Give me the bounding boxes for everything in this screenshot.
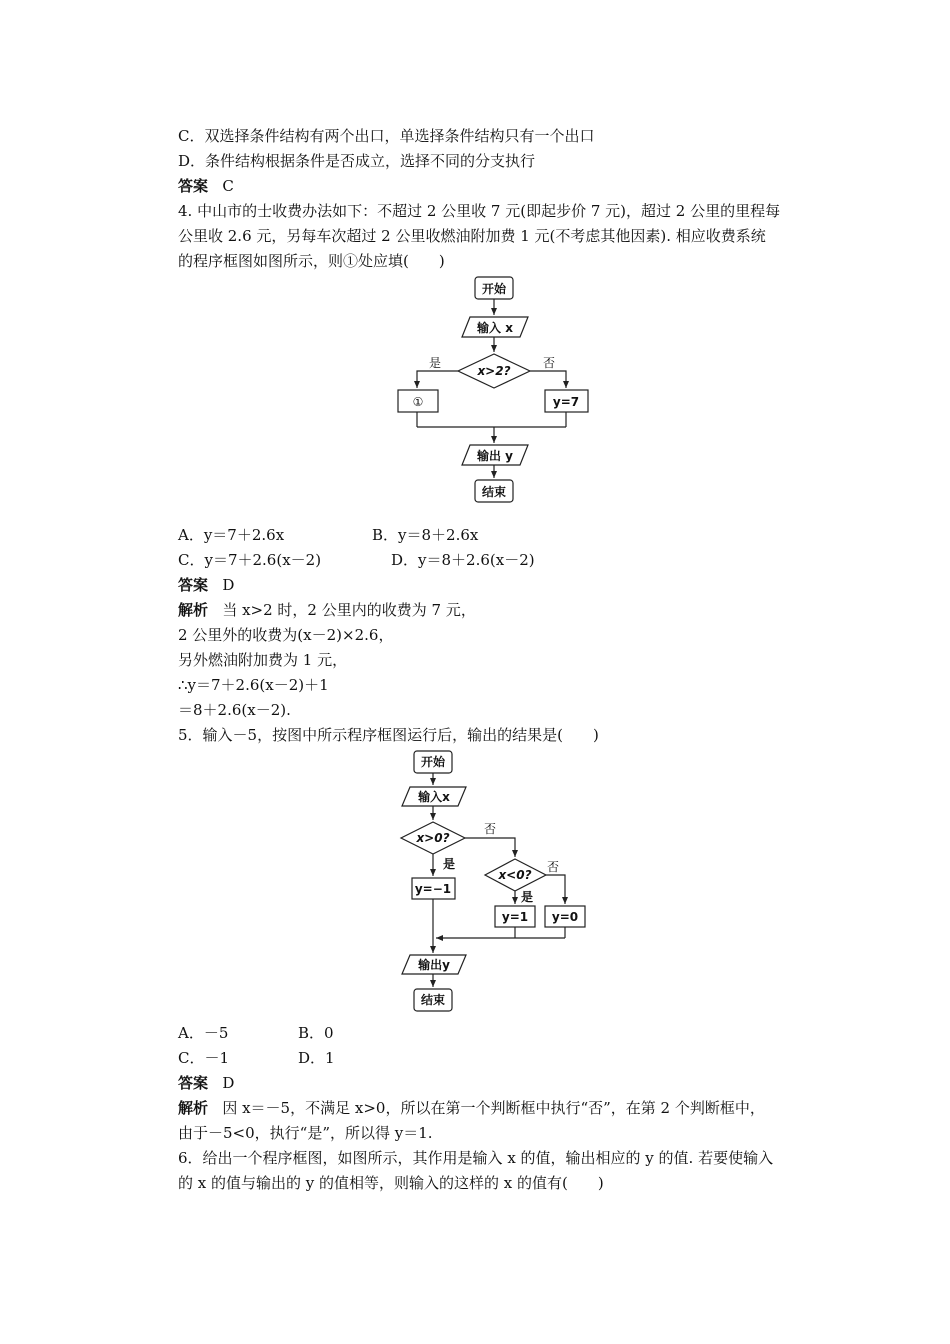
q4-yes-label: 是 bbox=[428, 356, 442, 370]
q5-no1-label: 否 bbox=[483, 822, 497, 836]
q3-option-c: C．双选择条件结构有两个出口，单选择条件结构只有一个出口 bbox=[178, 127, 595, 145]
analysis-line-1: 因 x＝－5，不满足 x>0，所以在第一个判断框中执行“否”，在第 2 个判断框中， bbox=[222, 1099, 765, 1117]
q4-output-label: 输出 y bbox=[476, 449, 514, 463]
q4-text-line-3: 的程序框图如图所示，则①处应填( ) bbox=[178, 252, 445, 270]
q5-text-line-1: 5．输入－5，按图中所示程序框图运行后，输出的结果是( ) bbox=[178, 726, 599, 744]
q5-answer bbox=[178, 1072, 234, 1094]
q5-end-label: 结束 bbox=[420, 993, 446, 1007]
q5-analysis bbox=[178, 1097, 765, 1119]
q5-no2-label: 否 bbox=[546, 860, 560, 874]
q3-option-d: D．条件结构根据条件是否成立，选择不同的分支执行 bbox=[178, 152, 536, 170]
analysis-line-1: 当 x>2 时，2 公里内的收费为 7 元， bbox=[222, 601, 476, 619]
q5-output-label: 输出y bbox=[418, 958, 450, 972]
q4-analysis-line-4: ∴y＝7＋2.6(x－2)＋1 bbox=[178, 676, 329, 694]
q5-option-c: C．－1 bbox=[178, 1049, 230, 1067]
q5-cond2-label: x<0? bbox=[498, 868, 532, 882]
q5-cond1-label: x>0? bbox=[416, 831, 450, 845]
answer-label: 答案 bbox=[178, 1074, 209, 1092]
q4-option-c: C．y＝7＋2.6(x－2) bbox=[178, 551, 322, 569]
q5-option-b: B．0 bbox=[298, 1024, 334, 1042]
q5-box1-label: y=−1 bbox=[414, 882, 452, 896]
q4-option-d: D．y＝8＋2.6(x－2) bbox=[391, 551, 535, 569]
q5-analysis-line-2: 由于－5<0，执行“是”，所以得 y＝1. bbox=[178, 1124, 433, 1142]
q4-no-label: 否 bbox=[542, 356, 556, 370]
answer-value: C bbox=[222, 177, 234, 195]
analysis-label: 解析 bbox=[178, 1099, 209, 1117]
answer-label: 答案 bbox=[178, 177, 209, 195]
q5-box2-label: y=1 bbox=[501, 910, 529, 924]
q5-yes1-label: 是 bbox=[443, 857, 456, 871]
q5-option-a: A．－5 bbox=[178, 1024, 229, 1042]
q6-text-line-1: 6．给出一个程序框图，如图所示，其作用是输入 x 的值，输出相应的 y 的值. 若要使输入 bbox=[178, 1149, 774, 1167]
q5-option-d: D．1 bbox=[298, 1049, 335, 1067]
q4-option-b: B．y＝8＋2.6x bbox=[372, 526, 479, 544]
q5-input-label: 输入x bbox=[418, 790, 450, 804]
q4-text-line-1: 4. 中山市的士收费办法如下：不超过 2 公里收 7 元(即起步价 7 元)，超过 2 公里的里程每 bbox=[178, 202, 781, 220]
q4-analysis-line-5: ＝8＋2.6(x－2). bbox=[178, 701, 291, 719]
q4-analysis-line-3: 另外燃油附加费为 1 元， bbox=[178, 651, 348, 669]
q5-box3-label: y=0 bbox=[551, 910, 579, 924]
q5-start-label: 开始 bbox=[420, 755, 446, 769]
q4-cond-label: x>2? bbox=[477, 364, 511, 378]
q4-formula-label: ① bbox=[412, 395, 424, 409]
answer-value: D bbox=[222, 576, 235, 594]
q4-analysis-line-2: 2 公里外的收费为(x－2)×2.6， bbox=[178, 626, 394, 644]
answer-value: D bbox=[222, 1074, 235, 1092]
analysis-label: 解析 bbox=[178, 601, 209, 619]
q4-input-label: 输入 x bbox=[477, 321, 513, 335]
q4-text-line-2: 公里收 2.6 元，另每车次超过 2 公里收燃油附加费 1 元(不考虑其他因素). 相应收费系统 bbox=[178, 227, 766, 245]
q4-y7-label: y=7 bbox=[552, 395, 580, 409]
q5-yes2-label: 是 bbox=[521, 890, 534, 904]
q4-start-label: 开始 bbox=[481, 282, 507, 296]
q4-option-a: A．y＝7＋2.6x bbox=[178, 526, 285, 544]
q6-text-line-2: 的 x 的值与输出的 y 的值相等，则输入的这样的 x 的值有( ) bbox=[178, 1174, 604, 1192]
answer-label: 答案 bbox=[178, 576, 209, 594]
q4-end-label: 结束 bbox=[481, 485, 507, 499]
